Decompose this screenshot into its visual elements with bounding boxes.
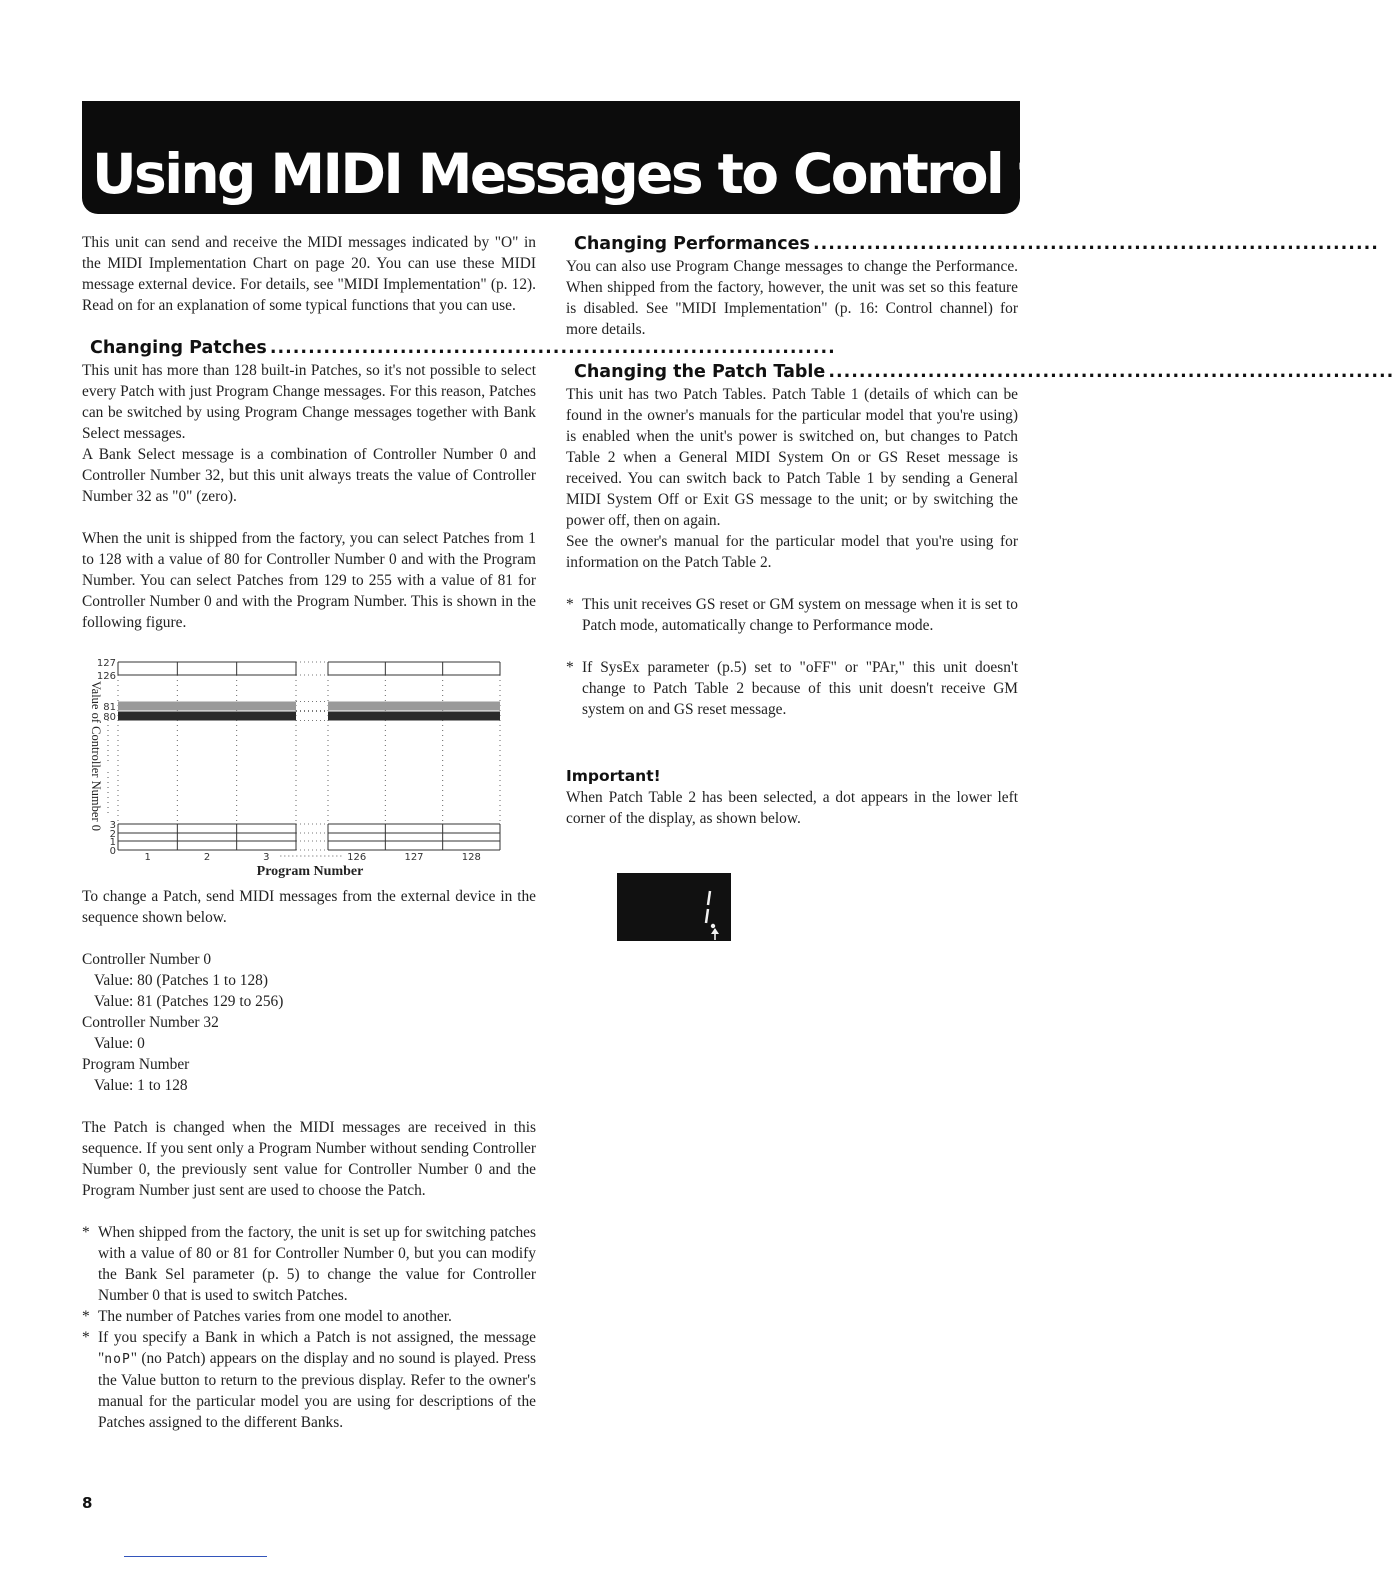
y-tick-label: 0 [109, 846, 116, 857]
patch-table-note-2: * If SysEx parameter (p.5) set to "oFF" or "PAr," this unit doesn't change to Patch Table 2 because of this unit doesn't receive GM system on and GS reset message. [566, 659, 1018, 718]
x-tick-label: 126 [347, 852, 367, 863]
patch-table-dot-icon [711, 924, 715, 928]
x-tick-label: 128 [461, 852, 481, 863]
y-tick-label: 2 [109, 829, 116, 840]
x-tick-label: 3 [263, 852, 270, 863]
sequence-item: Controller Number 32 [82, 1014, 219, 1031]
right-column [566, 232, 1394, 829]
footer-rule [124, 1556, 267, 1557]
patches-note-3: * If you specify a Bank in which a Patch is not assigned, the message "noP" (no Patch) appears on the display and no sound is played. Press the Value button to return to the previous display. Refer to the owner's manual for the particular model you are using for descriptions of the Patches assigned to the different Banks. [82, 1329, 536, 1431]
patches-paragraph-4: To change a Patch, send MIDI messages from the external device in the sequence shown below. [82, 888, 536, 926]
performances-paragraph: You can also use Program Change messages to change the Performance. When shipped from the factory, however, the unit was set so this feature is disabled. See "MIDI Implementation" (p. 16: Control channel) for more details. [566, 258, 1018, 338]
sequence-item: Program Number [82, 1056, 190, 1073]
patch-table-note-1: * This unit receives GS reset or GM system on message when it is set to Patch mode, automatically change to Performance mode. [566, 596, 1018, 634]
y-tick-label: 126 [96, 671, 116, 682]
message-sequence [82, 949, 536, 1096]
y-axis-title: Value of Controller Number 0 [89, 681, 103, 831]
important-paragraph: When Patch Table 2 has been selected, a dot appears in the lower left corner of the display, as shown below. [566, 789, 1018, 827]
patches-paragraph-5: The Patch is changed when the MIDI messages are received in this sequence. If you sent only a Program Number without sending Controller Number 0, the previously sent value for Controller Number 0 and the Program Number just sent are used to choose the Patch. [82, 1119, 536, 1199]
led-display-segments [617, 873, 731, 941]
patch-table-paragraph-1: This unit has two Patch Tables. Patch Table 1 (details of which can be found in the owner's manuals for the particular model that you're using) is enabled when the unit's power is switched on, but changes to Patch Table 2 when a General MIDI System On or GS Reset message is received. You can switch back to Patch Table 1 by sending a General MIDI System Off or Exit GS message to the unit; or by switching the power off, then on again. [566, 386, 1018, 529]
bank-select-chart [80, 654, 510, 880]
highlight-row-80 [118, 712, 296, 721]
changing-patches-heading: Changing Patches .......................................................................... [90, 338, 836, 358]
sequence-item: Value: 1 to 128 [94, 1077, 188, 1094]
patches-paragraph-2: A Bank Select message is a combination of Controller Number 0 and Controller Number 32, but this unit always treats the value of Controller Number 32 as "0" (zero). [82, 446, 536, 505]
sequence-item: Controller Number 0 [82, 951, 212, 968]
patches-paragraph-1: This unit has more than 128 built-in Patches, so it's not possible to select every Patch with just Program Change messages. For this reason, Patches can be switched by using Program Change messages together with Bank Select messages. [82, 362, 536, 442]
page-title: Using MIDI Messages to Control the Unit [92, 142, 1249, 206]
intro-paragraph: This unit can send and receive the MIDI messages indicated by "O" in the MIDI Implementation Chart on page 20. You can use these MIDI message external device. For details, see "MIDI Implementation" (p. 12). Read on for an explanation of some typical functions that you can use. [82, 234, 536, 314]
highlight-row-81 [328, 702, 500, 711]
highlight-row-81 [118, 702, 296, 711]
y-tick-label: 3 [109, 820, 116, 831]
sequence-item: Value: 81 (Patches 129 to 256) [94, 993, 284, 1010]
patches-note-2: * The number of Patches varies from one model to another. [82, 1308, 452, 1325]
nop-display-code: noP [104, 1352, 131, 1367]
highlight-row-80 [328, 712, 500, 721]
important-heading: Important! [566, 767, 661, 785]
x-tick-label: 127 [404, 852, 424, 863]
page-number: 8 [82, 1494, 93, 1512]
y-tick-label: 80 [103, 712, 116, 723]
x-tick-label: 2 [203, 852, 211, 863]
patches-paragraph-3: When the unit is shipped from the factory, you can select Patches from 1 to 128 with a value of 80 for Controller Number 0 and with the Program Number. You can select Patches from 129 to 255 with a value of 81 for Controller Number 0 and with the Program Number. This is shown in the following figure. [82, 530, 536, 631]
changing-patch-table-heading: Changing the Patch Table .......................................................................... [574, 362, 1394, 382]
sequence-item: Value: 80 (Patches 1 to 128) [94, 972, 268, 989]
y-tick-label: 81 [103, 702, 116, 713]
y-tick-label: 1 [109, 837, 116, 848]
x-axis-title: Program Number [256, 864, 364, 879]
changing-performances-heading: Changing Performances .......................................................................... [574, 234, 1379, 254]
led-display [617, 873, 731, 941]
patches-note-1: * When shipped from the factory, the unit is set up for switching patches with a value of 80 or 81 for Controller Number 0, but you can modify the Bank Sel parameter (p. 5) to change the value for Controller Number 0 that is used to switch Patches. [82, 1224, 536, 1304]
x-tick-label: 1 [144, 852, 151, 863]
y-tick-label: 127 [96, 658, 116, 669]
left-column-lower [82, 886, 536, 1433]
patch-table-paragraph-2: See the owner's manual for the particular model that you're using for information on the Patch Table 2. [566, 533, 1018, 571]
title-banner [82, 101, 1249, 214]
sequence-item: Value: 0 [94, 1035, 145, 1052]
